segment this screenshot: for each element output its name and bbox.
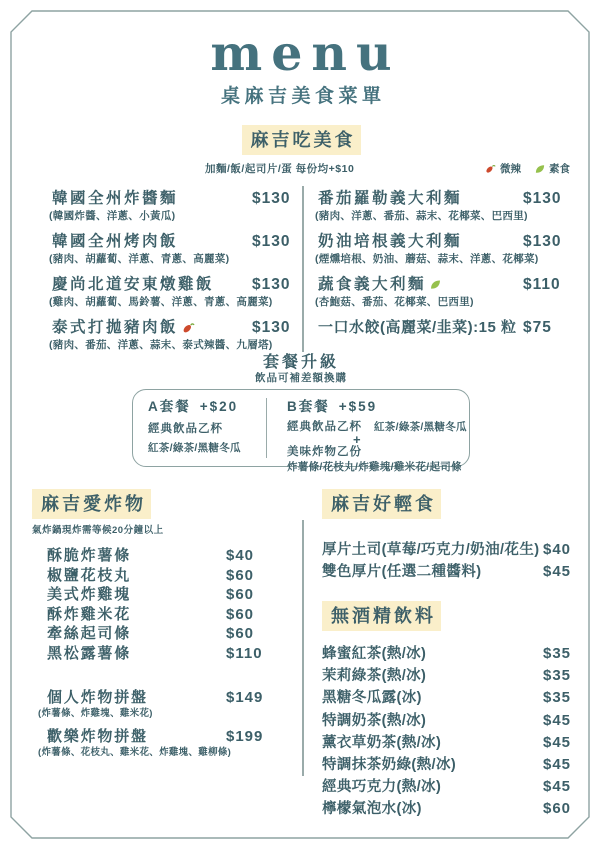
fried-note: 氣炸鍋現炸需等候20分鐘以上 (32, 525, 164, 536)
plus-sign: + (353, 432, 361, 447)
item-desc: (韓國炸醬、洋蔥、小黃瓜) (49, 210, 176, 222)
menu-row: 椒鹽花枝丸 $60 (47, 566, 255, 584)
item-name: 慶尚北道安東燉雞飯 (52, 276, 215, 293)
combo-set-a (133, 398, 267, 458)
item-price: $110 (523, 276, 561, 293)
item-price: $130 (252, 276, 291, 293)
item-desc: (杏鮑菇、番茄、花椰菜、巴西里) (315, 296, 474, 308)
legend-veg (534, 161, 570, 176)
leaf-icon (534, 163, 546, 175)
set-b-fried-title: 美味炸物乙份 (287, 446, 362, 458)
menu-row: 茉莉綠茶(熱/冰) $35 (322, 667, 572, 685)
main-right-column (315, 188, 570, 352)
page-subtitle: 桌麻吉美食菜單 (220, 86, 386, 107)
section-header-drinks: 無酒精飲料 (322, 601, 441, 631)
set-b-fried-options: 炸薯條/花枝丸/炸雞塊/雞米花/起司條 (287, 461, 462, 473)
menu-item (32, 188, 297, 223)
combo-upgrade-section (32, 354, 570, 473)
fried-section (32, 489, 286, 821)
menu-row: 酥炸雞米花 $60 (47, 605, 255, 623)
menu-row: 黑松露薯條 $110 (47, 644, 263, 662)
set-b-name: B套餐 (287, 399, 330, 414)
chili-icon (484, 162, 497, 175)
combo-subtitle: 飲品可補差額換購 (255, 372, 347, 384)
set-a-drink-options: 紅茶/綠茶/黑糖冬瓜 (148, 442, 241, 454)
menu-row: 雙色厚片(任選二種醬料) $45 (322, 563, 572, 580)
menu-item (318, 317, 570, 338)
menu-row: 美式炸雞塊 $60 (47, 586, 255, 603)
addon-note: 加麵/飯/起司片/蛋 每份均+$10 (205, 163, 355, 175)
item-name: 番茄羅勒義大利麵 (318, 190, 463, 207)
item-desc: (炸薯條、炸雞塊、雞米花) (38, 708, 153, 719)
item-name: 韓國全州烤肉飯 (52, 233, 179, 250)
menu-item (315, 188, 570, 223)
section-header-main-food: 麻吉吃美食 (242, 125, 361, 155)
menu-row: 酥脆炸薯條 $40 (47, 547, 255, 564)
menu-row: 特調抹茶奶綠(熱/冰) $45 (322, 756, 572, 774)
set-a-surcharge: +$20 (199, 399, 239, 414)
item-price: $130 (252, 233, 291, 250)
chili-icon (181, 320, 196, 335)
item-name: 泰式打拋豬肉飯 (52, 319, 179, 336)
menu-item (32, 274, 297, 309)
menu-item (32, 231, 297, 266)
set-a-drink-title: 經典飲品乙杯 (148, 423, 223, 435)
combo-box (132, 389, 470, 473)
item-desc: (豬肉、洋蔥、番茄、蒜末、花椰菜、巴西里) (315, 210, 528, 222)
section-header-light: 麻吉好輕食 (322, 489, 441, 519)
item-price: $130 (252, 190, 291, 207)
set-b-drink-title: 經典飲品乙杯 (287, 421, 362, 433)
menu-item: 個人炸物拼盤 $149 (炸薯條、炸雞塊、雞米花) (47, 688, 286, 720)
light-and-drinks-section (322, 489, 573, 821)
item-desc: (煙燻培根、奶油、蘑菇、蒜末、洋蔥、花椰菜) (315, 253, 539, 265)
item-price: $130 (523, 233, 562, 250)
item-desc: (炸薯條、花枝丸、雞米花、炸雞塊、雞柳條) (38, 747, 232, 758)
set-b-drink-options: 紅茶/綠茶/黑糖冬瓜 (374, 421, 467, 433)
menu-item: 歡樂炸物拼盤 $199 (炸薯條、花枝丸、雞米花、炸雞塊、雞柳條) (47, 727, 286, 759)
menu-item (32, 317, 297, 352)
combo-set-b (267, 398, 469, 473)
leaf-icon (429, 278, 442, 291)
menu-row: 牽絲起司條 $60 (47, 625, 255, 642)
set-b-surcharge: +$59 (338, 399, 378, 414)
menu-item (315, 274, 570, 309)
item-name: 奶油培根義大利麵 (318, 233, 463, 250)
item-price: $130 (523, 190, 562, 207)
combo-title: 套餐升級 (262, 354, 339, 371)
menu-row: 檸檬氣泡水(冰) $60 (322, 800, 572, 818)
main-left-column (32, 188, 297, 352)
menu-row: 厚片土司(草莓/巧克力/奶油/花生) $40 (322, 541, 572, 558)
menu-row: 蜂蜜紅茶(熱/冰) $35 (322, 645, 572, 662)
item-desc: (豬肉、胡蘿蔔、洋蔥、青蔥、高麗菜) (49, 253, 230, 265)
item-desc: (豬肉、番茄、洋蔥、蒜末、泰式辣醬、九層塔) (49, 339, 273, 351)
menu-row: 特調奶茶(熱/冰) $45 (322, 711, 572, 729)
legend-spicy-label: 微辣 (500, 163, 521, 175)
item-name: 韓國全州炸醬麵 (52, 190, 179, 207)
page-title: menu (210, 24, 401, 82)
item-name: 一口水餃(高麗菜/韭菜):15 粒 (318, 319, 517, 336)
section-header-fried: 麻吉愛炸物 (32, 489, 151, 519)
set-a-name: A套餐 (148, 399, 191, 414)
menu-row: 薰衣草奶茶(熱/冰) $45 (322, 733, 572, 751)
legend-spicy (484, 161, 521, 176)
menu-row: 黑糖冬瓜露(冰) $35 (322, 689, 572, 707)
item-price: $75 (523, 319, 552, 336)
legend (484, 161, 570, 176)
item-price: $130 (252, 319, 291, 336)
menu-item (315, 231, 570, 266)
item-desc: (雞肉、胡蘿蔔、馬鈴薯、洋蔥、青蔥、高麗菜) (49, 296, 273, 308)
menu-row: 經典巧克力(熱/冰) $45 (322, 778, 572, 796)
item-name: 蔬食義大利麵 (318, 276, 427, 293)
legend-veg-label: 素食 (549, 163, 570, 175)
